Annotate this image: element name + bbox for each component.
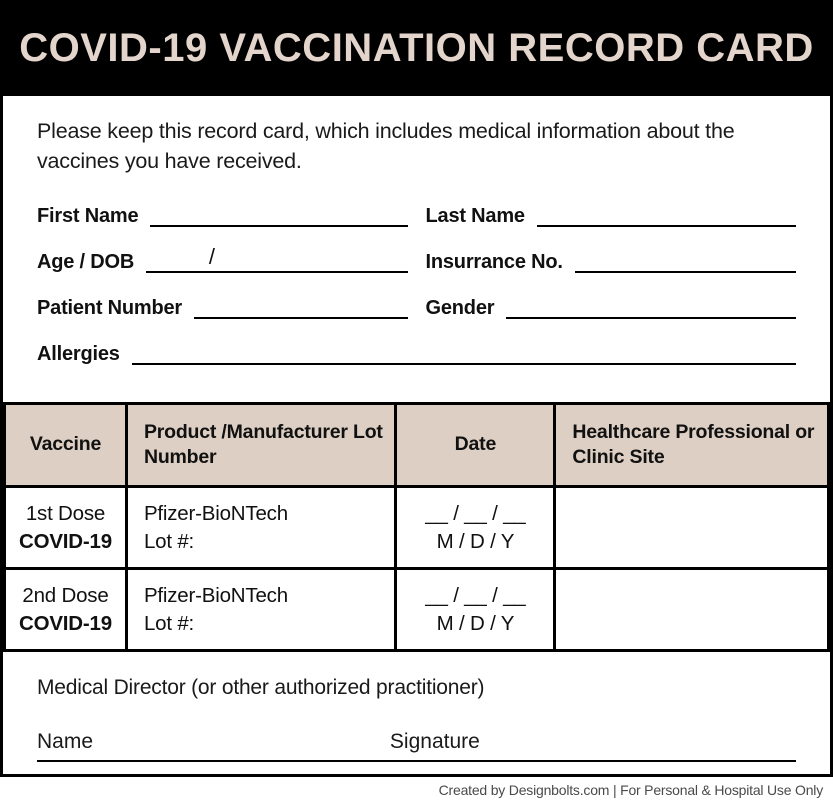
dose1-product: Pfizer-BioNTech xyxy=(143,501,288,525)
dose2-covid-label: COVID-19 xyxy=(18,611,112,635)
allergies-line xyxy=(132,339,796,365)
dose1-provider-cell xyxy=(555,487,829,569)
vaccine-table-body xyxy=(5,487,829,651)
form-row-names xyxy=(37,196,796,227)
dose1-vaccine-cell xyxy=(5,487,127,569)
patient-number-field xyxy=(37,293,408,319)
signature-labels-row xyxy=(37,730,796,754)
dose2-product: Pfizer-BioNTech xyxy=(143,583,288,607)
card-title: COVID-19 VACCINATION RECORD CARD xyxy=(19,25,814,70)
dose2-provider-cell xyxy=(555,569,829,651)
dose1-date-cell xyxy=(396,487,555,569)
signature-section xyxy=(3,652,830,762)
first-name-line xyxy=(150,201,407,227)
age-dob-line xyxy=(146,244,407,273)
vaccine-table xyxy=(3,402,830,652)
gender-field xyxy=(426,293,797,319)
dose2-vaccine-cell xyxy=(5,569,127,651)
dose1-date-blanks: __ / __ / __ xyxy=(425,501,526,525)
dose1-label: 1st Dose xyxy=(25,501,106,525)
dose2-lot: Lot #: xyxy=(143,611,195,635)
insurance-line xyxy=(575,247,796,273)
age-dob-slash: / xyxy=(208,244,215,269)
dose1-date-format: M / D / Y xyxy=(436,529,515,553)
table-row-dose2 xyxy=(5,569,829,651)
card-header xyxy=(0,0,833,96)
dose2-product-cell xyxy=(126,569,395,651)
dose1-covid-label: COVID-19 xyxy=(18,529,112,553)
form-row-patient-gender xyxy=(37,288,796,319)
header-product: Product /Manufacturer Lot Number xyxy=(126,404,395,487)
patient-info-form xyxy=(3,176,830,380)
dose1-product-cell xyxy=(126,487,395,569)
card-body xyxy=(0,96,833,777)
dose2-date-blanks: __ / __ / __ xyxy=(425,583,526,607)
patient-number-line xyxy=(194,293,407,319)
table-header-row xyxy=(5,404,829,487)
allergies-label: Allergies xyxy=(37,343,120,365)
header-vaccine: Vaccine xyxy=(5,404,127,487)
age-dob-field xyxy=(37,244,408,273)
insurance-label: Insurrance No. xyxy=(425,251,563,273)
last-name-line xyxy=(537,201,796,227)
patient-number-label: Patient Number xyxy=(37,297,183,319)
header-provider: Healthcare Professional or Clinic Site xyxy=(555,404,829,487)
allergies-field xyxy=(37,339,796,365)
first-name-field xyxy=(37,201,408,227)
intro-text: Please keep this record card, which includes medical information about the vaccines you have received. xyxy=(37,119,735,173)
dose2-label: 2nd Dose xyxy=(22,583,109,607)
form-row-age-insurance xyxy=(37,242,796,273)
signature-label: Signature xyxy=(389,730,480,753)
dose1-lot: Lot #: xyxy=(143,529,195,553)
header-date: Date xyxy=(396,404,555,487)
dose2-date-cell xyxy=(396,569,555,651)
dose2-date-format: M / D / Y xyxy=(436,611,515,635)
medical-director-label: Medical Director (or other authorized practitioner) xyxy=(37,676,485,699)
signature-line xyxy=(37,760,796,762)
insurance-field xyxy=(426,247,797,273)
vaccine-table-head xyxy=(5,404,829,487)
last-name-field xyxy=(426,201,797,227)
name-label: Name xyxy=(37,730,94,753)
first-name-label: First Name xyxy=(37,205,139,227)
gender-line xyxy=(506,293,796,319)
table-row-dose1 xyxy=(5,487,829,569)
last-name-label: Last Name xyxy=(425,205,525,227)
gender-label: Gender xyxy=(425,297,495,319)
age-dob-label: Age / DOB xyxy=(37,251,135,273)
footer-credit-text: Created by Designbolts.com | For Personal & Hospital Use Only xyxy=(438,781,823,798)
footer-credit-bar xyxy=(0,777,833,802)
form-row-allergies xyxy=(37,334,796,365)
